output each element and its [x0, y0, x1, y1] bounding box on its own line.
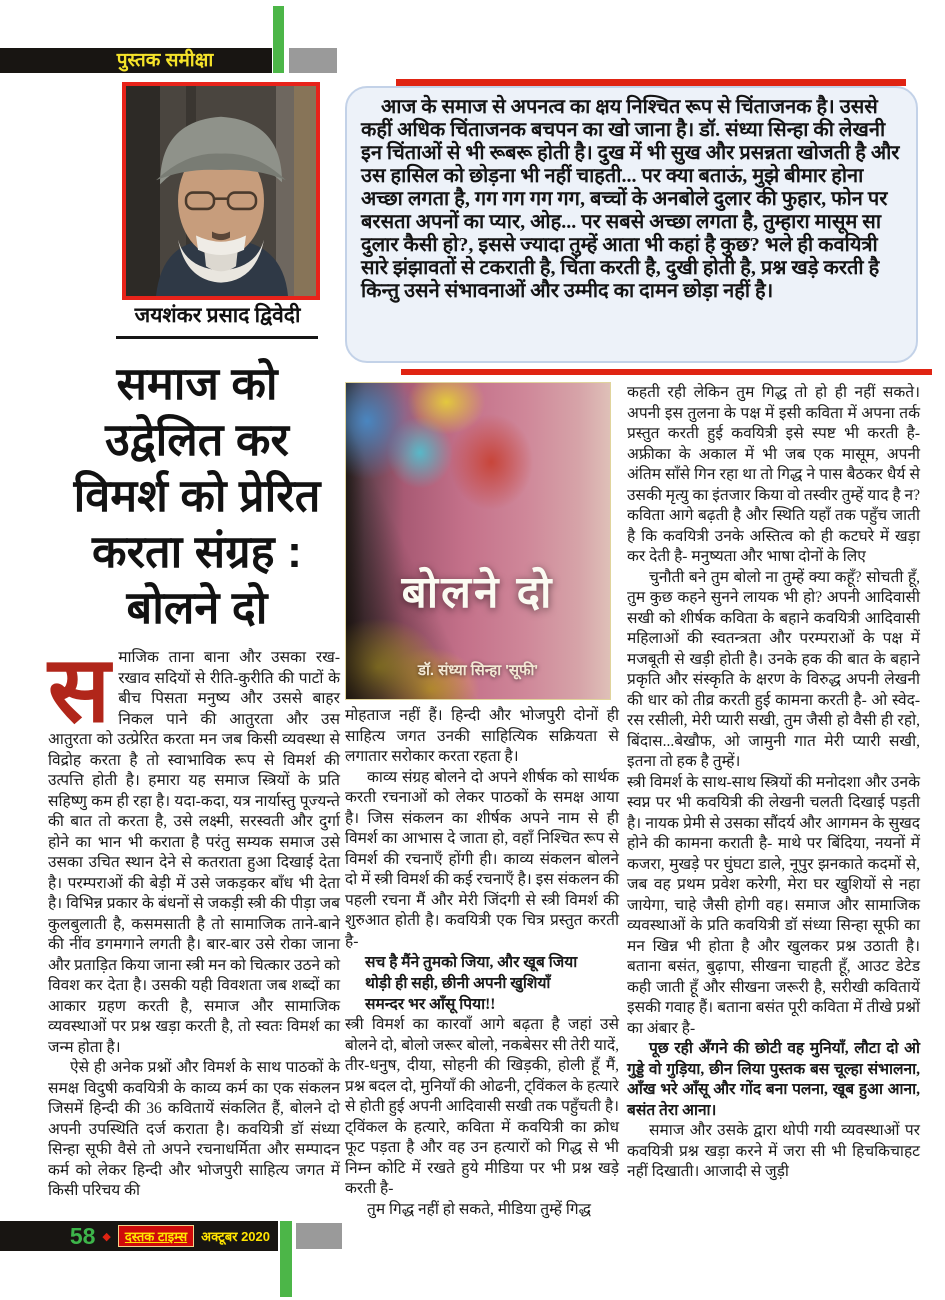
red-rule-top: [396, 79, 906, 86]
reviewer-photo: [122, 82, 320, 300]
article-column-right: [627, 383, 920, 1205]
paragraph-text: माजिक ताना बाना और उसका रख-रखाव सदियों से रीति-कुरीति की पाटों के बीच पिसता मनुष्य और उससे बाहर निकल पाने की आतुरता और उस आतुरता को उत्प्रेरित करता मन जब किसी व्यवस्था से विद्रोह करता है तो स्वाभाविक रूप से विमर्श की उत्पत्ति होती है। हमारा यह समाज स्त्रियों के प्रति सहिष्णु कम ही रहा है। यदा-कदा, यत्र नार्यास्तु पूज्यन्ते की बात तो करता है, उसे लक्ष्मी, सरस्वती और दुर्गा होने का भान भी कराता है परंतु सम्यक समाज उसे उसका उचित स्थान देने से कतराता हुआ दिखाई देता है। परम्पराओं की बेड़ी में उसे जकड़कर बाँध भी देता है। विभिन्न प्रकार के बंधनों से जकड़ी स्त्री की पीड़ा जब कुलबुलाती है, कसमसाती है तो सामाजिक ताने-बाने की नींव डगमगाने लगती है। बार-बार उसे रोका जाना और प्रताड़ित किया जाना स्त्री मन को चित्कार उठने को विवश कर देता है। उसकी यही विवशता जब शब्दों का आकार ग्रहण करती है, समाज और सामाजिक व्यवस्थाओं पर प्रश्न खड़ा करती है, तो स्वतः विमर्श का जन्म होता है।: [48, 649, 340, 1056]
gray-accent-bar: [289, 48, 337, 73]
magazine-name-badge: दस्तक टाइम्स: [118, 1225, 194, 1247]
book-cover-author: डॉ. संध्या सिन्हा 'सूफी': [417, 662, 538, 680]
caption-divider: [116, 336, 318, 339]
poem-line: थोड़ी ही सही, छीनी अपनी खुशियाँ: [365, 975, 551, 992]
section-header-bar: [0, 48, 272, 73]
green-accent-bar: [273, 6, 284, 73]
body-paragraph: ऐसे ही अनेक प्रश्नों और विमर्श के साथ पाठकों के समक्ष विदुषी कवयित्री के काव्य कर्म का एक संकलन जिसमें हिन्दी की 36 कवितायें संकलित हैं, बोलने दो अपनी उपस्थिति दर्ज कराता है। कवयित्री डॉ संध्या सिन्हा सूफी वैसे तो अपने रचनाधर्मिता और सम्पादन कर्म को लेकर हिन्दी और भोजपुरी साहित्य जगत में किसी परिचय की: [48, 1059, 340, 1199]
footer-green-bar: [280, 1221, 292, 1297]
body-paragraph: समाज और उसके द्वारा थोपी गयी व्यवस्थाओं पर कवयित्री प्रश्न खड़ा करने में जरा सी भी हिचकिचाहट नहीं दिखाती। आजादी से जुड़ी: [627, 1122, 920, 1180]
headline-line: विमर्श को प्रेरित: [73, 470, 321, 521]
book-cover-title: बोलने दो: [401, 567, 555, 617]
footer-bar: [0, 1221, 278, 1251]
headline-line: बोलने दो: [126, 582, 268, 633]
body-paragraph: काव्य संग्रह बोलने दो अपने शीर्षक को सार्थक करती रचनाओं को लेकर पाठकों के समक्ष आया है। जिस संकलन का शीर्षक अपने नाम से ही विमर्श का आभास दे जाता हो, वहाँ निश्चित रूप से विमर्श की रचनाएँ होंगी ही। काव्य संकलन बोलने दो में स्त्री विमर्श की कई रचनाएँ है। इस संकलन की पहली रचना मैं और मेरी जिंदगी से स्त्री विमर्श की शुरुआत होती है। कवयित्री एक चित्र प्रस्तुत करती है-: [345, 768, 619, 950]
body-paragraph: मोहताज नहीं हैं। हिन्दी और भोजपुरी दोनों ही साहित्य जगत उनकी साहित्यिक सक्रियता से लगातार सरोकार करता रहता है।: [345, 707, 619, 765]
poem-quote: [365, 952, 619, 1015]
article-headline: [48, 356, 346, 636]
poem-quote: पूछ रही अँगने की छोटी वह मुनियाँ, लौटा दो ओ गुड्डे वो गुड़िया, छीन लिया पुस्तक बस चूल्हा संभालना, आँख भरे आँसू और गोंद बना पलना, खूब हुआ आना, बसंत तेरा आना।: [627, 1040, 920, 1119]
lead-quote-box: [345, 86, 918, 363]
headline-line: करता संग्रह :: [92, 526, 302, 577]
dropcap-letter: स: [48, 639, 111, 741]
footer-gray-bar: [296, 1223, 342, 1249]
body-paragraph: स्त्री विमर्श के साथ-साथ स्त्रियों की मनोदशा और उनके स्वप्न पर भी कवयित्री की लेखनी चलती दिखाई पड़ती है। नायक प्रेमी से उसका सौंदर्य और आगमन के सुखद होने की कामना कराती है- माथे पर बिंदिया, नयनों में कजरा, मुखड़े पर घुंघटा डाले, नूपुर झनकाते कदमों से, जब वह प्रथम प्रवेश करेगी, मेरा घर खुशियों से नहा जायेगा, चाहे जैसी होगी वह। समाज और सामाजिक व्यवस्थाओं के प्रति कवयित्री डॉ संध्या सिन्हा सूफी का मन खिन्न भी होता है और खुलकर प्रश्न उठाती है। बताना बसंत, बुढ़ापा, सीखना चाहती हूँ, आउट डेटेड कही जाती हूँ और सीखना जरूरी है, सरीखी कवितायें इसकी गवाह हैं। बताना बसंत पूरी कविता में तीखे प्रश्नों का अंबार है-: [627, 773, 920, 1037]
article-column-middle: [345, 706, 619, 1218]
body-paragraph: चुनौती बने तुम बोलो ना तुम्हें क्या कहूँ? सोचती हूँ, तुम कुछ कहने सुनने लायक भी हो? अपनी आदिवासी सखी को शीर्षक कविता के बहाने कवयित्री आदिवासी महिलाओं की स्वतन्त्रता और परम्पराओं के पक्ष में मजबूती से खड़ी होती है। उनके हक की बात के बहाने प्रकृति और संस्कृति के क्षरण के विरुद्ध अपनी लेखनी की धार को तीव्र करती हुई कामना करती है- ओ स्वेद-रस रसीली, मेरी प्यारी सखी, तुम जैसी हो वैसी ही रहो, बिंदास...बेखौफ, ओ जामुनी गात मेरी प्यारी सखी, इतना तो हक है तुम्हें।: [627, 568, 920, 770]
book-cover: [345, 382, 611, 700]
diamond-separator-icon: ◆: [102, 1230, 111, 1243]
section-title: पुस्तक समीक्षा: [116, 50, 214, 71]
headline-line: समाज को: [116, 358, 278, 409]
body-paragraph: स्त्री विमर्श का कारवाँ आगे बढ़ता है जहां उसे बोलने दो, बोलो जरूर बोलो, नकबेसर सी तेरी यादें, तीर-धनुष, दीया, सोहनी की खिड़की, होली हूँ मैं, प्रश्न बदल दो, मुनियाँ की ओढनी, ट्विंकल के हत्यारे से होती हुई अपनी आदिवासी सखी तक पहुँचती है। ट्विंकल के हत्यारे, कविता में कवयित्री का क्रोध फूट पड़ता है और वह उन हत्यारों को गिद्ध से भी निम्न कोटि में रखते हुये मीडिया पर भी प्रश्न खड़े करती है-: [345, 1016, 619, 1197]
body-paragraph: कहती रही लेकिन तुम गिद्ध तो हो ही नहीं सकते। अपनी इस तुलना के पक्ष में इसी कविता में अपना तर्क प्रस्तुत करती हुई कवयित्री इसे स्पष्ट भी करती है-अफ्रीका के अकाल में भी जब एक मासूम, अपनी अंतिम साँसे गिन रहा था तो गिद्ध ने पास बैठकर धैर्य से उसकी मृत्यु का इंतजार किया वो तस्वीर तुम्हें याद है न? कविता आगे बढ़ती है और स्थिति यहाँ तक पहुँच जाती है कि कवयित्री उनके अस्तित्व को ही कटघरे में खड़ा कर देती है- मनुष्यता और भाषा दोनों के लिए: [627, 384, 920, 565]
headline-line: उद्वेलित कर: [105, 414, 289, 465]
poem-line: समन्दर भर आँसू पिया!!: [365, 996, 496, 1013]
reviewer-name: जयशंकर प्रसाद द्विवेदी: [134, 303, 301, 327]
poem-line: सच है मैंने तुमको जिया, और खूब जिया: [365, 954, 578, 971]
body-paragraph: [48, 639, 340, 1058]
issue-date: अक्टूबर 2020: [201, 1229, 270, 1244]
article-column-left: [48, 639, 340, 1290]
page-number: 58: [69, 1222, 96, 1249]
body-paragraph: तुम गिद्ध नहीं हो सकते, मीडिया तुम्हें गिद्ध: [367, 1200, 592, 1218]
lead-quote-text: आज के समाज से अपनत्व का क्षय निश्चित रूप से चिंताजनक है। उससे कहीं अधिक चिंताजनक बचपन का खो जाना है। डॉ. संध्या सिन्हा की लेखनी इन चिंताओं से भी रूबरू होती है। दुख में भी सुख और प्रसन्नता खोजती है और उस हासिल को छोड़ना भी नहीं चाहती... पर क्या बताऊं, मुझे बीमार होना अच्छा लगता है, गग गग गग गग, बच्चों के अनबोले दुलार की फुहार, फोन पर बरसता अपनों का प्यार, ओह... पर सबसे अच्छा लगता है, तुम्हारा मासूम सा दुलार कैसी हो?, इससे ज्यादा तुम्हें आता भी कहां है कुछ? भले ही कवयित्री सारे झंझावतों से टकराती है, चिंता करती है, दुखी होती है, प्रश्न खड़े करती है किन्तु उसने संभावनाओं और उम्मीद का दामन छोड़ा नहीं है।: [361, 96, 900, 302]
red-rule-middle: [401, 369, 932, 375]
reviewer-portrait-illustration: [126, 86, 316, 296]
